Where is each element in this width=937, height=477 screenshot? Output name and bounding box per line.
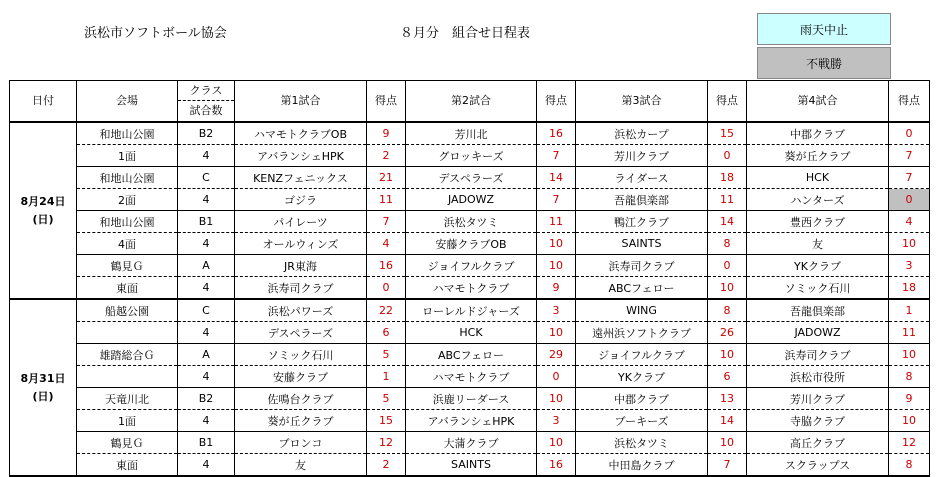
team-cell: 芳川クラブ (576, 145, 708, 167)
team-cell: 大蒲クラブ (406, 432, 537, 454)
col-game3: 第3試合 (576, 81, 708, 123)
weekday-label: (日) (32, 212, 54, 226)
venue-cell: 東面 (77, 454, 178, 477)
points-cell: 13 (708, 388, 747, 410)
team-cell: WING (576, 299, 708, 322)
team-cell: オールウィンズ (235, 233, 367, 255)
team-cell: 浜寿司クラブ (576, 255, 708, 277)
table-row (10, 454, 930, 477)
points-cell: 0 (708, 145, 747, 167)
team-cell: 芳川北 (406, 122, 537, 145)
points-cell: 10 (889, 233, 930, 255)
points-cell: 4 (889, 211, 930, 233)
venue-cell: 鶴見Ｇ (77, 255, 178, 277)
team-cell: パイレーツ (235, 211, 367, 233)
class-cell: B1 (178, 432, 235, 454)
points-cell: 5 (367, 344, 406, 366)
points-cell: 0 (708, 255, 747, 277)
venue-cell: 2面 (77, 189, 178, 211)
table-row (10, 410, 930, 432)
col-points4: 得点 (889, 81, 930, 123)
table-row (10, 167, 930, 189)
venue-cell: 雄踏総合Ｇ (77, 344, 178, 366)
points-cell: 10 (708, 277, 747, 300)
col-class-bottom: 試合数 (189, 104, 223, 117)
points-cell: 14 (708, 211, 747, 233)
team-cell: 浜松市役所 (747, 366, 889, 388)
team-cell: JADOWZ (406, 189, 537, 211)
team-cell: JADOWZ (747, 322, 889, 344)
points-cell: 7 (537, 189, 576, 211)
venue-cell: 和地山公園 (77, 167, 178, 189)
team-cell: 中田島クラブ (576, 454, 708, 477)
team-cell: 浜松タツミ (406, 211, 537, 233)
points-cell: 7 (889, 145, 930, 167)
venue-cell (77, 322, 178, 344)
team-cell: 葵が丘クラブ (747, 145, 889, 167)
points-cell: 10 (537, 432, 576, 454)
points-cell: 0 (889, 122, 930, 145)
col-game1: 第1試合 (235, 81, 367, 123)
weekday-label: (日) (32, 389, 54, 403)
team-cell: アバランシェHPK (406, 410, 537, 432)
team-cell: ハマモトクラブ (406, 366, 537, 388)
team-cell: 浜松パワーズ (235, 299, 367, 322)
points-cell: 4 (367, 233, 406, 255)
team-cell: ソミック石川 (747, 277, 889, 300)
points-cell: 3 (889, 255, 930, 277)
team-cell: 遠州浜ソフトクラブ (576, 322, 708, 344)
team-cell: ブーキーズ (576, 410, 708, 432)
venue-cell: 4面 (77, 233, 178, 255)
team-cell: 佐鳴台クラブ (235, 388, 367, 410)
team-cell: HCK (747, 167, 889, 189)
points-cell: 10 (537, 322, 576, 344)
points-cell: 9 (367, 122, 406, 145)
class-cell: B1 (178, 211, 235, 233)
team-cell: YKクラブ (576, 366, 708, 388)
team-cell: JR東海 (235, 255, 367, 277)
team-cell: デスペラーズ (406, 167, 537, 189)
class-cell: A (178, 344, 235, 366)
table-row (10, 233, 930, 255)
table-row (10, 322, 930, 344)
points-cell: 8 (889, 366, 930, 388)
points-cell: 10 (889, 410, 930, 432)
venue-cell: 天竜川北 (77, 388, 178, 410)
team-cell: 高丘クラブ (747, 432, 889, 454)
points-cell: 16 (537, 454, 576, 477)
col-game2: 第2試合 (406, 81, 537, 123)
col-points3: 得点 (708, 81, 747, 123)
header-row (10, 81, 930, 123)
team-cell: 鴨江クラブ (576, 211, 708, 233)
points-cell: 22 (367, 299, 406, 322)
team-cell: 中郡クラブ (576, 388, 708, 410)
team-cell: KENZフェニックス (235, 167, 367, 189)
points-cell: 0 (889, 189, 930, 211)
points-cell: 9 (889, 388, 930, 410)
team-cell: ハンターズ (747, 189, 889, 211)
points-cell: 10 (708, 344, 747, 366)
table-row (10, 211, 930, 233)
points-cell: 21 (367, 167, 406, 189)
table-row (10, 388, 930, 410)
team-cell: スクラップス (747, 454, 889, 477)
points-cell: 10 (537, 255, 576, 277)
points-cell: 18 (708, 167, 747, 189)
points-cell: 29 (537, 344, 576, 366)
points-cell: 8 (708, 299, 747, 322)
points-cell: 11 (367, 189, 406, 211)
points-cell: 11 (537, 211, 576, 233)
points-cell: 11 (889, 322, 930, 344)
points-cell: 16 (367, 255, 406, 277)
table-row (10, 277, 930, 300)
col-points1: 得点 (367, 81, 406, 123)
points-cell: 15 (708, 122, 747, 145)
team-cell: ジョイフルクラブ (576, 344, 708, 366)
points-cell: 3 (537, 410, 576, 432)
points-cell: 6 (367, 322, 406, 344)
team-cell: SAINTS (576, 233, 708, 255)
team-cell: 中郡クラブ (747, 122, 889, 145)
points-cell: 16 (537, 122, 576, 145)
points-cell: 6 (708, 366, 747, 388)
class-cell: 4 (178, 322, 235, 344)
team-cell: 吾龍倶楽部 (747, 299, 889, 322)
class-cell: 4 (178, 410, 235, 432)
date-cell (10, 122, 77, 299)
points-cell: 0 (537, 366, 576, 388)
points-cell: 18 (889, 277, 930, 300)
points-cell: 14 (537, 167, 576, 189)
team-cell: ブロンコ (235, 432, 367, 454)
points-cell: 10 (537, 388, 576, 410)
venue-cell (77, 366, 178, 388)
table-row (10, 344, 930, 366)
col-class-top: クラス (178, 81, 234, 101)
col-game4: 第4試合 (747, 81, 889, 123)
points-cell: 5 (367, 388, 406, 410)
team-cell: YKクラブ (747, 255, 889, 277)
points-cell: 15 (367, 410, 406, 432)
team-cell: 友 (235, 454, 367, 477)
points-cell: 12 (367, 432, 406, 454)
schedule-table (9, 80, 930, 477)
team-cell: ローレルドジャーズ (406, 299, 537, 322)
date-cell (10, 299, 77, 476)
points-cell: 8 (889, 454, 930, 477)
team-cell: 安藤クラブ (235, 366, 367, 388)
points-cell: 7 (708, 454, 747, 477)
points-cell: 1 (367, 366, 406, 388)
points-cell: 10 (708, 432, 747, 454)
class-cell: C (178, 167, 235, 189)
venue-cell: 1面 (77, 145, 178, 167)
venue-cell: 1面 (77, 410, 178, 432)
venue-cell: 和地山公園 (77, 122, 178, 145)
table-row (10, 255, 930, 277)
col-class (178, 81, 235, 123)
team-cell: 豊西クラブ (747, 211, 889, 233)
team-cell: 浜鹿リーダース (406, 388, 537, 410)
team-cell: 友 (747, 233, 889, 255)
points-cell: 7 (889, 167, 930, 189)
legend-forfeit: 不戦勝 (757, 47, 891, 79)
team-cell: ソミック石川 (235, 344, 367, 366)
team-cell: ハマモトクラブOB (235, 122, 367, 145)
class-cell: 4 (178, 277, 235, 300)
class-cell: 4 (178, 454, 235, 477)
points-cell: 0 (367, 277, 406, 300)
team-cell: デスペラーズ (235, 322, 367, 344)
team-cell: ABCフェロー (576, 277, 708, 300)
points-cell: 2 (367, 145, 406, 167)
points-cell: 10 (537, 233, 576, 255)
association-name: 浜松市ソフトボール協会 (84, 26, 227, 41)
points-cell: 3 (537, 299, 576, 322)
legend-rain-cancel: 雨天中止 (757, 13, 891, 45)
points-cell: 11 (708, 189, 747, 211)
team-cell: 葵が丘クラブ (235, 410, 367, 432)
class-cell: 4 (178, 233, 235, 255)
class-cell: B2 (178, 388, 235, 410)
points-cell: 10 (889, 344, 930, 366)
table-row (10, 189, 930, 211)
date-label: 8月24日 (20, 194, 66, 208)
points-cell: 7 (367, 211, 406, 233)
points-cell: 8 (708, 233, 747, 255)
page-title: ８月分 組合せ日程表 (400, 26, 531, 41)
class-cell: 4 (178, 145, 235, 167)
team-cell: 浜松カープ (576, 122, 708, 145)
team-cell: 安藤クラブOB (406, 233, 537, 255)
team-cell: 浜松タツミ (576, 432, 708, 454)
team-cell: SAINTS (406, 454, 537, 477)
class-cell: 4 (178, 366, 235, 388)
team-cell: 浜寿司クラブ (235, 277, 367, 300)
table-row (10, 122, 930, 145)
venue-cell: 東面 (77, 277, 178, 300)
team-cell: 浜寿司クラブ (747, 344, 889, 366)
class-cell: C (178, 299, 235, 322)
points-cell: 1 (889, 299, 930, 322)
table-row (10, 299, 930, 322)
points-cell: 2 (367, 454, 406, 477)
team-cell: ジョイフルクラブ (406, 255, 537, 277)
team-cell: ゴジラ (235, 189, 367, 211)
venue-cell: 船越公園 (77, 299, 178, 322)
team-cell: ハマモトクラブ (406, 277, 537, 300)
team-cell: 寺脇クラブ (747, 410, 889, 432)
date-label: 8月31日 (20, 371, 66, 385)
points-cell: 7 (537, 145, 576, 167)
points-cell: 12 (889, 432, 930, 454)
points-cell: 14 (708, 410, 747, 432)
team-cell: HCK (406, 322, 537, 344)
col-venue: 会場 (77, 81, 178, 123)
team-cell: アバランシェHPK (235, 145, 367, 167)
class-cell: A (178, 255, 235, 277)
team-cell: ライダース (576, 167, 708, 189)
table-row (10, 366, 930, 388)
class-cell: B2 (178, 122, 235, 145)
team-cell: ABCフェロー (406, 344, 537, 366)
table-row (10, 145, 930, 167)
col-date: 日付 (10, 81, 77, 123)
points-cell: 26 (708, 322, 747, 344)
class-cell: 4 (178, 189, 235, 211)
team-cell: グロッキーズ (406, 145, 537, 167)
table-row (10, 432, 930, 454)
points-cell: 9 (537, 277, 576, 300)
venue-cell: 和地山公園 (77, 211, 178, 233)
team-cell: 芳川クラブ (747, 388, 889, 410)
col-points2: 得点 (537, 81, 576, 123)
venue-cell: 鶴見Ｇ (77, 432, 178, 454)
team-cell: 吾龍倶楽部 (576, 189, 708, 211)
